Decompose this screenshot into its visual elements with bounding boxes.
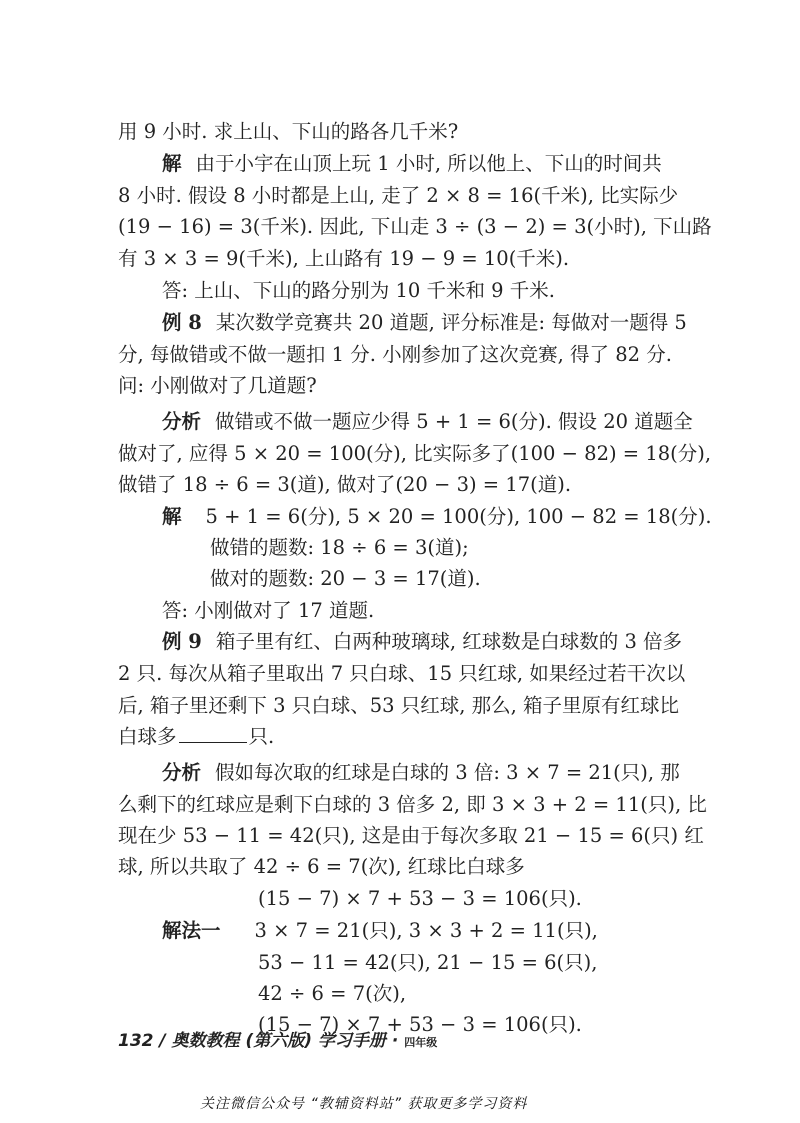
line: 答: 上山、下山的路分别为 10 千米和 9 千米. [162,279,555,302]
line: 答: 小刚做对了 17 道题. [162,599,375,622]
page-footer [118,1026,437,1051]
line: 做错的题数: 18 ÷ 6 = 3(道); [210,536,469,559]
solution-label: 解 [162,152,182,175]
line: 42 ÷ 6 = 7(次), [258,982,407,1005]
line: 白球多 只. [118,725,275,748]
page-number: 132 [118,1031,154,1051]
line: 分析 做错或不做一题应少得 5 + 1 = 6(分). 假设 20 道题全 [162,410,693,433]
line: 用 9 小时. 求上山、下山的路各几千米? [118,120,459,143]
watermark: 关注微信公众号 “教辅资料站” 获取更多学习资料 [200,1096,528,1112]
analysis-label: 分析 [162,410,202,433]
line: 例 8 某次数学竞赛共 20 道题, 评分标准是: 每做对一题得 5 [162,311,687,334]
line: 分, 每做错或不做一题扣 1 分. 小刚参加了这次竞赛, 得了 82 分. [118,343,672,366]
line: 2 只. 每次从箱子里取出 7 只白球、15 只红球, 如果经过若干次以 [118,662,686,685]
line: 分析 假如每次取的红球是白球的 3 倍: 3 × 7 = 21(只), 那 [162,761,680,784]
example-label: 例 9 [162,630,202,653]
solution-label: 解 [162,505,182,528]
line: 解法一 3 × 7 = 21(只), 3 × 3 + 2 = 11(只), [162,919,598,942]
line: 球, 所以共取了 42 ÷ 6 = 7(次), 红球比白球多 [118,855,525,878]
method-one-label: 解法一 [162,919,221,942]
line: 做错了 18 ÷ 6 = 3(道), 做对了(20 − 3) = 17(道). [118,473,572,496]
line: (15 − 7) × 7 + 53 − 3 = 106(只). [258,1013,582,1036]
answer-blank [179,724,247,743]
line: (19 − 16) = 3(千米). 因此, 下山走 3 ÷ (3 − 2) = 3(小时), 下山路 [118,215,712,238]
line: 解 由于小宇在山顶上玩 1 小时, 所以他上、下山的时间共 [162,152,662,175]
line: 例 9 箱子里有红、白两种玻璃球, 红球数是白球数的 3 倍多 [162,630,683,653]
line: 做对了, 应得 5 × 20 = 100(分), 比实际多了(100 − 82) = 18(分), [118,442,712,465]
analysis-label: 分析 [162,761,202,784]
line: 问: 小刚做对了几道题? [118,374,317,397]
line: 么剩下的红球应是剩下白球的 3 倍多 2, 即 3 × 3 + 2 = 11(只), 比 [118,793,707,816]
line: 现在少 53 − 11 = 42(只), 这是由于每次多取 21 − 15 = 6(只) 红 [118,824,704,847]
line: 有 3 × 3 = 9(千米), 上山路有 19 − 9 = 10(千米). [118,247,570,270]
line: 解 5 + 1 = 6(分), 5 × 20 = 100(分), 100 − 82 = 18(分). [162,505,712,528]
line: 53 − 11 = 42(只), 21 − 15 = 6(只), [258,951,598,974]
book-title: / 奥数教程 (第六版) 学习手册 · [159,1031,399,1051]
line: 8 小时. 假设 8 小时都是上山, 走了 2 × 8 = 16(千米), 比实际少 [118,184,679,207]
grade-label: 四年级 [404,1036,438,1049]
line: (15 − 7) × 7 + 53 − 3 = 106(只). [258,887,582,910]
line: 后, 箱子里还剩下 3 只白球、53 只红球, 那么, 箱子里原有红球比 [118,694,680,717]
example-label: 例 8 [162,311,202,334]
line: 做对的题数: 20 − 3 = 17(道). [210,567,481,590]
